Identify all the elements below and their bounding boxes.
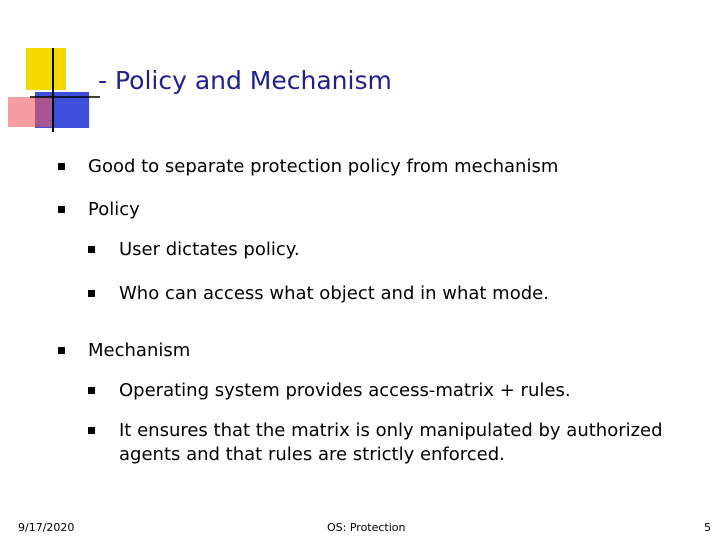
bullet-square-icon [58,347,65,354]
slide-title: - Policy and Mechanism [98,66,392,95]
bullet-item [88,238,679,262]
bullet-square-icon [88,290,95,297]
page-number: 5 [704,521,711,534]
footer-title: OS: Protection [327,521,406,534]
bullet-square-icon [88,427,95,434]
bullet-square-icon [88,387,95,394]
bullet-item [58,339,190,363]
bullet-square-icon [88,246,95,253]
bullet-item [88,379,679,403]
bullet-text: Mechanism [88,340,191,361]
bullet-item [58,155,558,179]
bullet-item [58,198,140,222]
bullet-text: User dictates policy. [119,239,300,260]
bullet-text: Policy [88,199,140,220]
bullet-square-icon [58,206,65,213]
bullet-text: Who can access what object and in what mode. [119,283,549,304]
bullet-square-icon [58,163,65,170]
bullet-text: It ensures that the matrix is only manipulated by authorized agents and that rules are strictly enforced. [119,420,663,465]
bullet-text: Good to separate protection policy from mechanism [88,156,559,177]
footer-date: 9/17/2020 [18,521,75,534]
bullet-item [88,419,679,467]
bullet-item [88,282,679,306]
bullet-text: Operating system provides access-matrix + rules. [119,380,571,401]
